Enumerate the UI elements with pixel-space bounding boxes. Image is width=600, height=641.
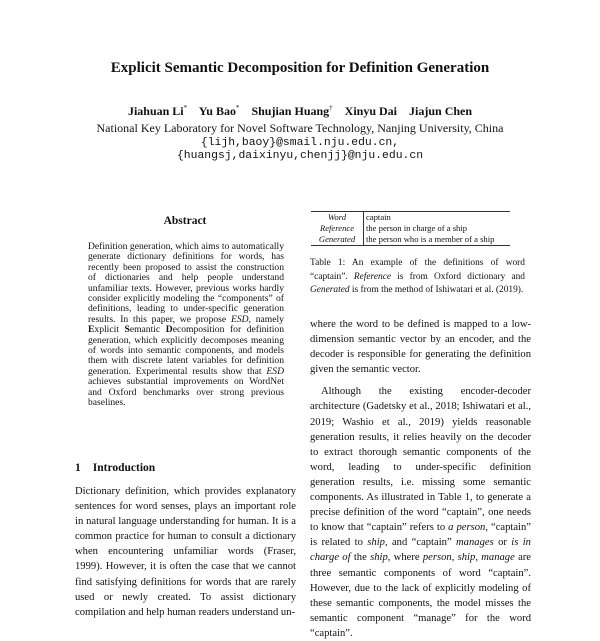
- text-run: or: [493, 537, 512, 549]
- italic-term: manage: [481, 552, 515, 564]
- abstract-text: achieves substantial improvements on WordNet and Oxford benchmarks over strong previous baselines.: [88, 376, 284, 409]
- table-caption: [310, 257, 525, 298]
- author-name: Jiajun Chen: [409, 104, 473, 118]
- table-value: the person who is a member of a ship: [364, 234, 511, 246]
- email-line-2: {huangsj,daixinyu,chenjj}@nju.edu.cn: [176, 150, 424, 162]
- abstract-text: xplicit: [94, 324, 125, 336]
- abstract-text: emantic: [129, 324, 166, 336]
- table-label: Word: [311, 212, 364, 224]
- table-1: [311, 211, 510, 246]
- affiliation: National Key Laboratory for Novel Software Technology, Nanjing University, China: [96, 121, 504, 135]
- author-mark: *: [183, 104, 188, 112]
- author-mark: *: [235, 104, 240, 112]
- table-value: the person in charge of a ship: [366, 223, 468, 233]
- author-mark: †: [329, 104, 333, 112]
- abstract-heading: Abstract: [163, 215, 207, 227]
- table-row: [311, 234, 510, 246]
- esd-term: ESD: [230, 313, 249, 325]
- paragraph: [310, 384, 531, 641]
- caption-text: Table 1: An example of the definitions of word “captain”.: [310, 258, 525, 282]
- author-name: Yu Bao: [198, 104, 236, 118]
- italic-term: person: [422, 552, 452, 564]
- paragraph: where the word to be defined is mapped to a low-dimension semantic vector by an encoder, and the decoder is responsible for generating the definition given the semantic vector.: [310, 319, 531, 376]
- caption-term: Reference: [353, 271, 392, 282]
- table-label: Reference: [311, 223, 364, 234]
- italic-term: is in charge of: [310, 537, 531, 564]
- author-list: [0, 104, 600, 119]
- section-heading: [75, 462, 155, 474]
- intro-body: Dictionary definition, which provides explanatory sentences for word senses, plays an important role in natural language understanding for human. It is a common practice for human to consult a dictionary when encountering unfamiliar words (Fraser, 1999). However, it is often the case that we cannot find satisfying definitions for words that are rarely used or newly created. To assist dictionary compilation and help human readers understand un-: [75, 486, 296, 618]
- abstract-text: , namely: [248, 313, 284, 325]
- table-row: [311, 212, 510, 224]
- table-value: captain: [364, 212, 511, 224]
- caption-text: is from Oxford dictionary and: [391, 271, 525, 282]
- italic-term: ship: [367, 537, 385, 549]
- italic-term: ship: [457, 552, 476, 564]
- table-label: Generated: [311, 234, 364, 246]
- author-name: Xinyu Dai: [344, 104, 398, 118]
- italic-term: ship: [370, 552, 388, 564]
- text-run: , and “captain”: [384, 537, 457, 549]
- text-run: are three semantic components of word “captain”. However, due to the lack of explicitly modeling of these semantic components, the model misses the semantic component “manage” for the word “captain”.: [310, 552, 532, 639]
- paper-title: Explicit Semantic Decomposition for Definition Generation: [110, 60, 490, 76]
- esd-term: ESD: [266, 365, 284, 377]
- text-run: , “captain” is related to: [310, 522, 531, 549]
- acronym-letter: D: [165, 324, 173, 336]
- section-number: 1: [75, 462, 81, 474]
- italic-term: manages: [456, 537, 494, 549]
- author-name: Shujian Huang: [251, 104, 330, 118]
- text-run: the: [350, 552, 371, 564]
- italic-term: a person: [448, 522, 486, 534]
- acronym-letter: E: [88, 324, 95, 336]
- table-row: [311, 223, 510, 234]
- caption-text: is from the method of Ishiwatari et al. (2019).: [349, 285, 524, 296]
- section-title: Introduction: [92, 462, 156, 474]
- text-run: ,: [475, 552, 482, 564]
- abstract-text: Definition generation, which aims to automatically generate dictionary definitions for words, has recently been proposed to assist the construction of dictionaries and help people understand unfamiliar texts. However, previous works hardly consider explicitly modeling the “components” of definitions, leading to under-specific generation results. In this paper, we propose: [88, 241, 284, 325]
- author-name: Jiahuan Li: [127, 104, 184, 118]
- acronym-letter: S: [124, 324, 130, 336]
- email-line-1: {lijh,baoy}@smail.nju.edu.cn,: [200, 137, 400, 149]
- caption-term: Generated: [310, 285, 350, 296]
- right-column-body: [310, 317, 531, 641]
- abstract-text: ecomposition for definition generation, which explicitly decomposes meaning of words into semantic components, and models them with discrete latent variables for definition generation. Experimental results show that: [88, 324, 285, 377]
- text-run: , where: [387, 552, 423, 564]
- text-run: ,: [451, 552, 458, 564]
- text-run: Although the existing encoder-decoder architecture (Gadetsky et al., 2018; Ishiwatari et al., 2019; Washio et al., 2019) yields reasonable generation results, it relies heavily on the decoder to extract thorough semantic components of the word, leading to under-specific definition generation results, i.e. missing some semantic components. As illustrated in Table 1, to generate a precise definition of the word “captain”, one needs to know that “captain” refers to: [310, 386, 531, 534]
- abstract-body: [88, 242, 284, 409]
